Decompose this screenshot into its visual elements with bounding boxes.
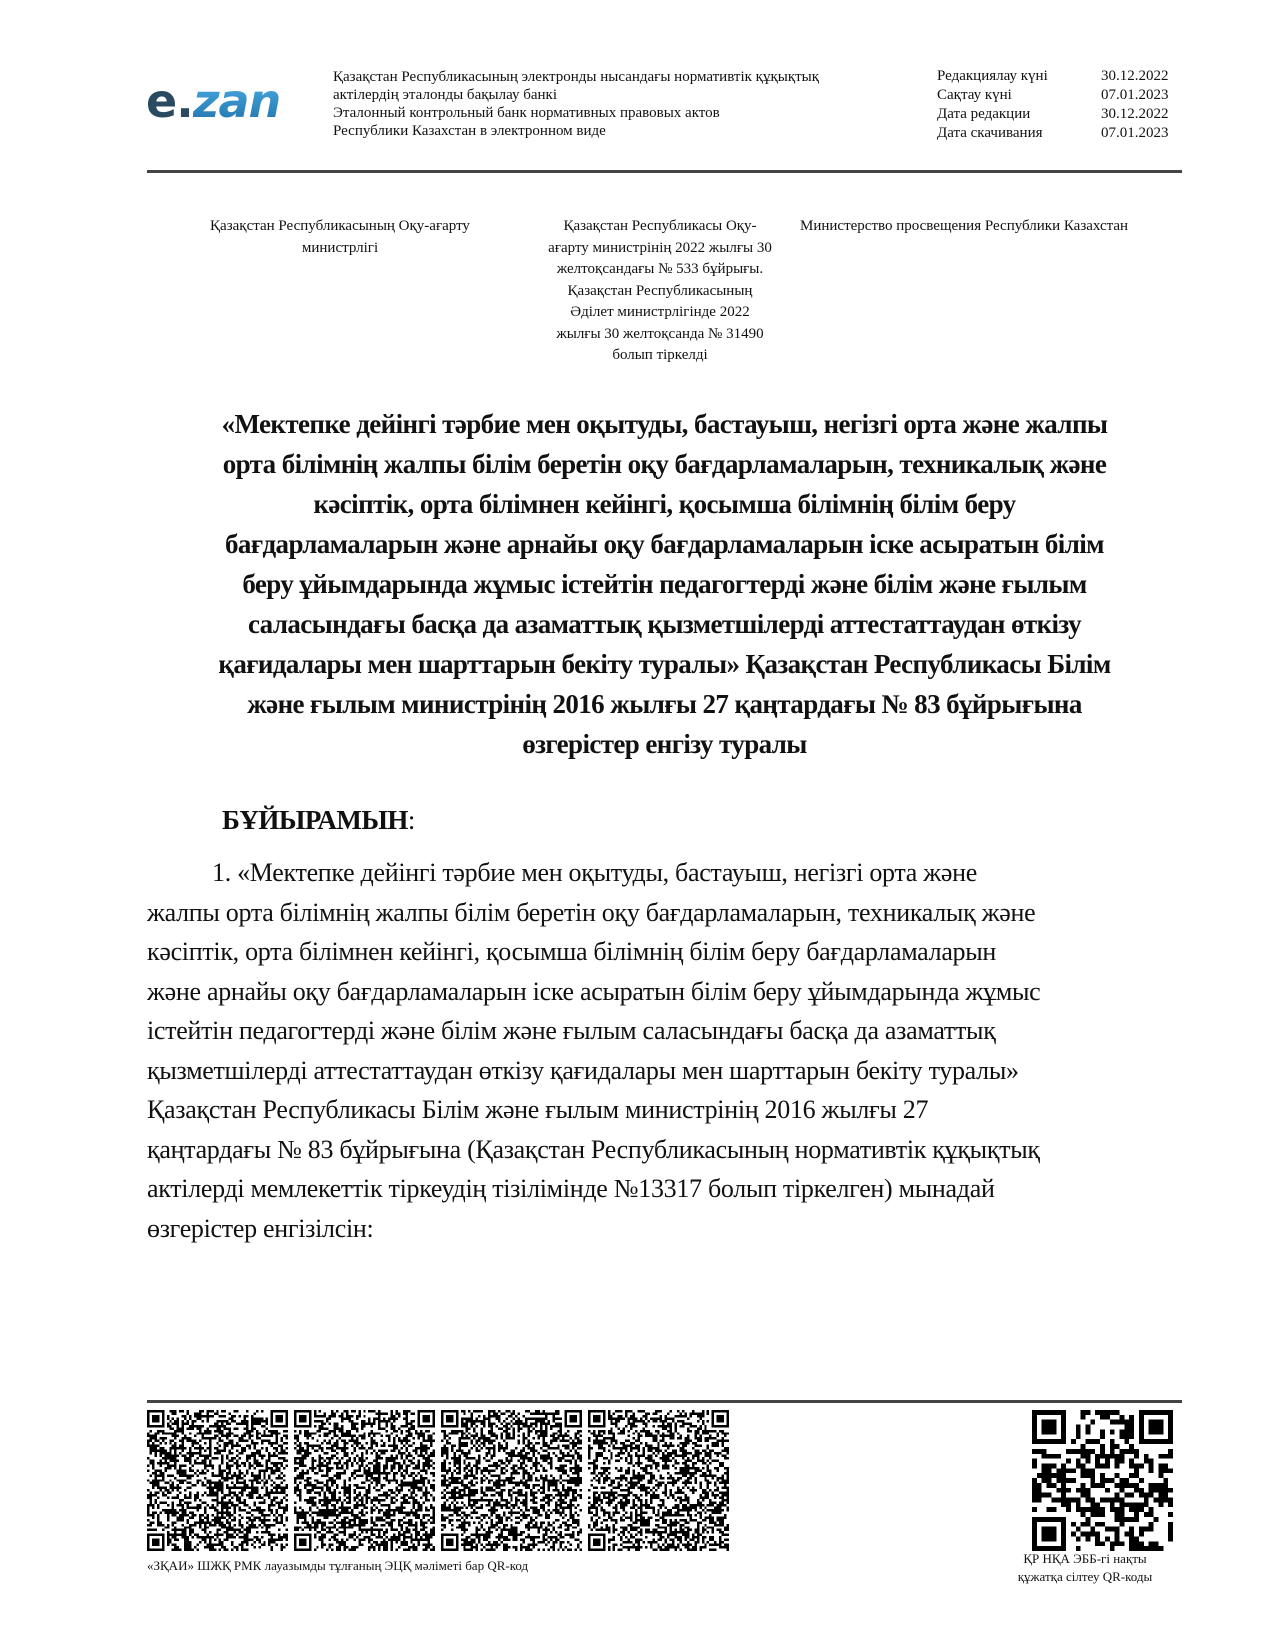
caption-line: ҚР НҚА ЭББ-гі нақты	[1023, 1551, 1147, 1566]
caption-line: құжатқа сілтеу QR-коды	[1017, 1569, 1153, 1584]
bank-title-line: актілердің эталонды бақылау банкі	[333, 87, 557, 103]
qr-code-icon	[1032, 1410, 1173, 1551]
body-line: кәсіптік, орта білімнен кейінгі, қосымша білімнің білім беру бағдарламаларын	[147, 937, 997, 966]
document-meta	[937, 67, 1181, 143]
bank-title-line: Республики Казахстан в электронном виде	[333, 123, 606, 139]
header-divider	[147, 170, 1182, 173]
title-line: бағдарламаларын және арнайы оқу бағдарламаларын іске асыратын білім	[225, 529, 1104, 559]
meta-value: 30.12.2022	[1101, 68, 1169, 84]
title-line: және ғылым министрінің 2016 жылғы 27 қаңтардағы № 83 бұйрығына	[247, 689, 1082, 719]
logo-text-zan: zan	[192, 74, 281, 128]
title-line: өзгерістер енгізу туралы	[522, 729, 807, 759]
title-line: қағидалары мен шарттарын бекіту туралы» Қазақстан Республикасы Білім	[218, 649, 1111, 679]
meta-label: Дата редакции	[937, 106, 1031, 122]
qr-code-icon	[588, 1410, 729, 1551]
body-line: Қазақстан Республикасы Білім және ғылым министрінің 2016 жылғы 27	[147, 1095, 929, 1124]
meta-row	[937, 86, 1181, 105]
order-heading-text: БҰЙЫРАМЫН	[222, 805, 408, 835]
column-line: Қазақстан Республикасының	[567, 282, 753, 299]
ministry-kz-column	[180, 216, 500, 259]
body-line: өзгерістер енгізілсін:	[147, 1213, 374, 1243]
order-heading	[222, 803, 415, 837]
bank-title	[333, 68, 893, 140]
column-line: Қазақстан Республикасының Оқу-ағарту	[210, 218, 470, 234]
ezan-logo	[146, 74, 286, 126]
meta-label: Сақтау күні	[937, 87, 1012, 103]
body-line: қаңтардағы № 83 бұйрығына (Қазақстан Республикасының нормативтік құқықтық	[147, 1134, 1040, 1164]
body-line: 1. «Мектепке дейінгі тәрбие мен оқытуды, бастауыш, негізгі орта және	[212, 858, 977, 887]
meta-label: Дата скачивания	[937, 125, 1043, 141]
order-body	[147, 853, 1182, 1248]
document-title	[147, 404, 1182, 764]
signature-qr-caption: «ЗҚАИ» ШЖҚ РМК лауазымды тұлғаның ЭЦҚ мәліметі бар QR-код	[147, 1558, 529, 1573]
body-line: істейтін педагогтерді және білім және ғылым саласындағы басқа да азаматтық	[147, 1016, 996, 1045]
column-line: Әділет министрлігінде 2022	[570, 304, 750, 320]
title-line: беру ұйымдарында жұмыс істейтін педагогтерді және білім және ғылым	[242, 569, 1087, 599]
bank-title-line: Қазақстан Республикасының электронды нысандағы нормативтік құқықтық	[333, 69, 820, 85]
ministry-ru-column	[800, 216, 1185, 238]
column-line: Қазақстан Республикасы Оқу-	[563, 218, 757, 234]
column-line: желтоқсандағы № 533 бұйрығы.	[556, 261, 764, 277]
body-line: қызметшілерді аттестаттаудан өткізу қағидалары мен шарттарын бекіту туралы»	[147, 1055, 1019, 1085]
meta-label: Редакциялау күні	[937, 68, 1048, 84]
document-link-qr-caption	[985, 1550, 1185, 1586]
title-line: саласындағы басқа да азаматтық қызметшілерді аттестаттаудан өткізу	[247, 609, 1082, 639]
qr-code-icon	[441, 1410, 582, 1551]
column-line: болып тіркелді	[612, 347, 708, 363]
column-line: министрлігі	[301, 239, 379, 256]
title-line: орта білімнің жалпы білім беретін оқу бағдарламаларын, техникалық және	[222, 449, 1107, 479]
column-line: жылғы 30 желтоқсанда № 31490	[556, 325, 764, 342]
meta-value: 07.01.2023	[1101, 87, 1169, 103]
logo-text-e: e.	[146, 74, 193, 128]
order-registration-column	[530, 216, 790, 367]
body-line: жалпы орта білімнің жалпы білім беретін оқу бағдарламаларын, техникалық және	[147, 897, 1036, 927]
body-line: және арнайы оқу бағдарламаларын іске асыратын білім беру ұйымдарында жұмыс	[147, 976, 1041, 1006]
meta-value: 30.12.2022	[1101, 106, 1169, 122]
meta-row	[937, 105, 1181, 124]
bank-title-line: Эталонный контрольный банк нормативных правовых актов	[333, 105, 720, 121]
column-line: ағарту министрінің 2022 жылғы 30	[548, 239, 772, 256]
footer-divider	[147, 1400, 1182, 1403]
qr-code-icon	[294, 1410, 435, 1551]
meta-row	[937, 67, 1181, 86]
meta-value: 07.01.2023	[1101, 125, 1169, 141]
body-line: актілерді мемлекеттік тіркеудің тізілімінде №13317 болып тіркелген) мынадай	[147, 1174, 995, 1203]
title-line: кәсіптік, орта білімнен кейінгі, қосымша білімнің білім беру	[313, 489, 1016, 519]
qr-code-icon	[147, 1410, 288, 1551]
order-heading-colon: :	[407, 805, 416, 835]
meta-row	[937, 124, 1181, 143]
title-line: «Мектепке дейінгі тәрбие мен оқытуды, бастауыш, негізгі орта және жалпы	[221, 409, 1108, 439]
column-line: Министерство просвещения Республики Казахстан	[800, 218, 1129, 234]
